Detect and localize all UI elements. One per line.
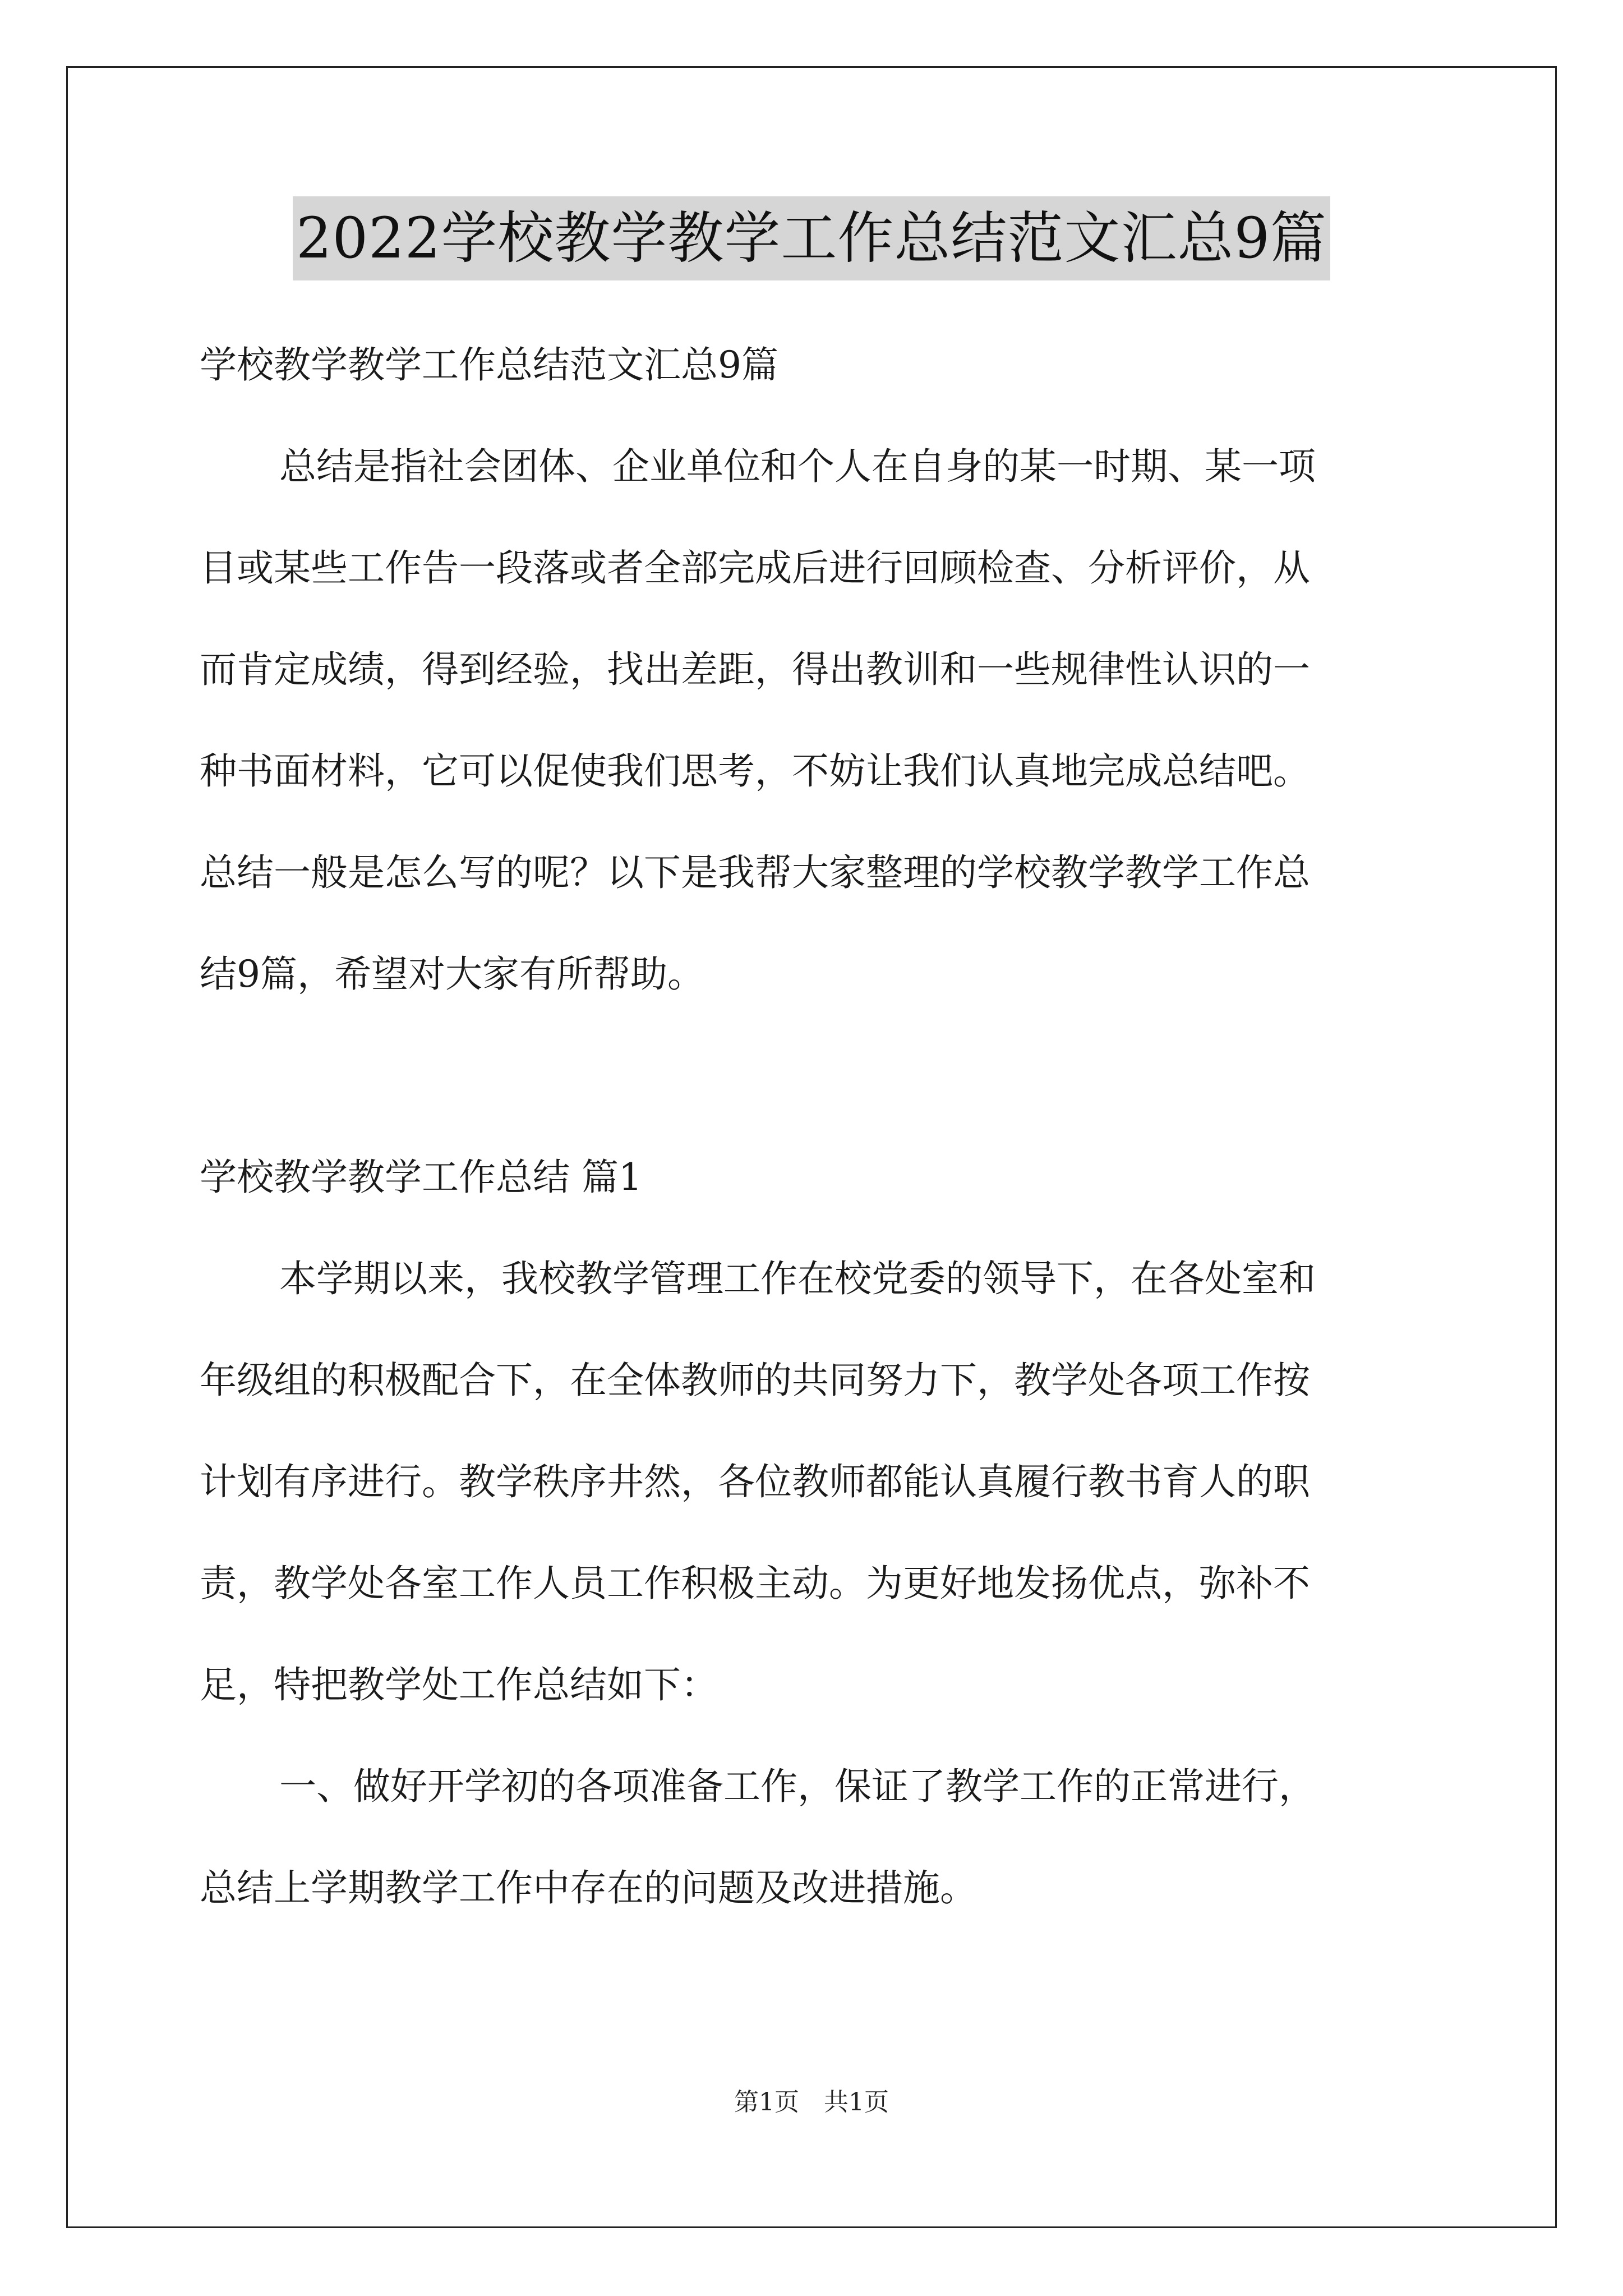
section1-paragraph-2 bbox=[200, 1736, 1433, 1939]
paragraph-line: 总结上学期教学工作中存在的问题及改进措施。 bbox=[200, 1866, 977, 1910]
paragraph-line: 一、做好开学初的各项准备工作，保证了教学工作的正常进行， bbox=[279, 1765, 1316, 1808]
document-title: 2022学校教学教学工作总结范文汇总9篇 bbox=[293, 196, 1330, 280]
section1-paragraph-1 bbox=[200, 1228, 1433, 1736]
paragraph-line: 而肯定成绩，得到经验，找出差距，得出教训和一些规律性认识的一 bbox=[200, 648, 1310, 691]
paragraph-line: 总结是指社会团体、企业单位和个人在自身的某一时期、某一项 bbox=[279, 445, 1316, 488]
paragraph-line: 结9篇，希望对大家有所帮助。 bbox=[200, 953, 704, 996]
paragraph-line: 年级组的积极配合下，在全体教师的共同努力下，教学处各项工作按 bbox=[200, 1359, 1310, 1402]
paragraph-line: 责，教学处各室工作人员工作积极主动。为更好地发扬优点，弥补不 bbox=[200, 1562, 1310, 1605]
paragraph-line: 本学期以来，我校教学管理工作在校党委的领导下，在各处室和 bbox=[279, 1257, 1316, 1300]
section-heading: 学校教学教学工作总结 篇1 bbox=[200, 1156, 642, 1199]
section-spacer bbox=[200, 1025, 1433, 1126]
intro-paragraph bbox=[200, 416, 1433, 1025]
paragraph-line: 总结一般是怎么写的呢？以下是我帮大家整理的学校教学教学工作总 bbox=[200, 851, 1310, 894]
paragraph-line: 计划有序进行。教学秩序井然，各位教师都能认真履行教书育人的职 bbox=[200, 1460, 1310, 1503]
document-body bbox=[200, 314, 1433, 1939]
paragraph-line: 足，特把教学处工作总结如下： bbox=[200, 1663, 718, 1706]
title-container bbox=[0, 196, 1623, 280]
document-subtitle: 学校教学教学工作总结范文汇总9篇 bbox=[200, 343, 778, 386]
paragraph-line: 目或某些工作告一段落或者全部完成后进行回顾检查、分析评价，从 bbox=[200, 546, 1310, 590]
paragraph-line: 种书面材料，它可以促使我们思考，不妨让我们认真地完成总结吧。 bbox=[200, 749, 1310, 793]
page-footer: 第1页 共1页 bbox=[734, 2088, 889, 2116]
